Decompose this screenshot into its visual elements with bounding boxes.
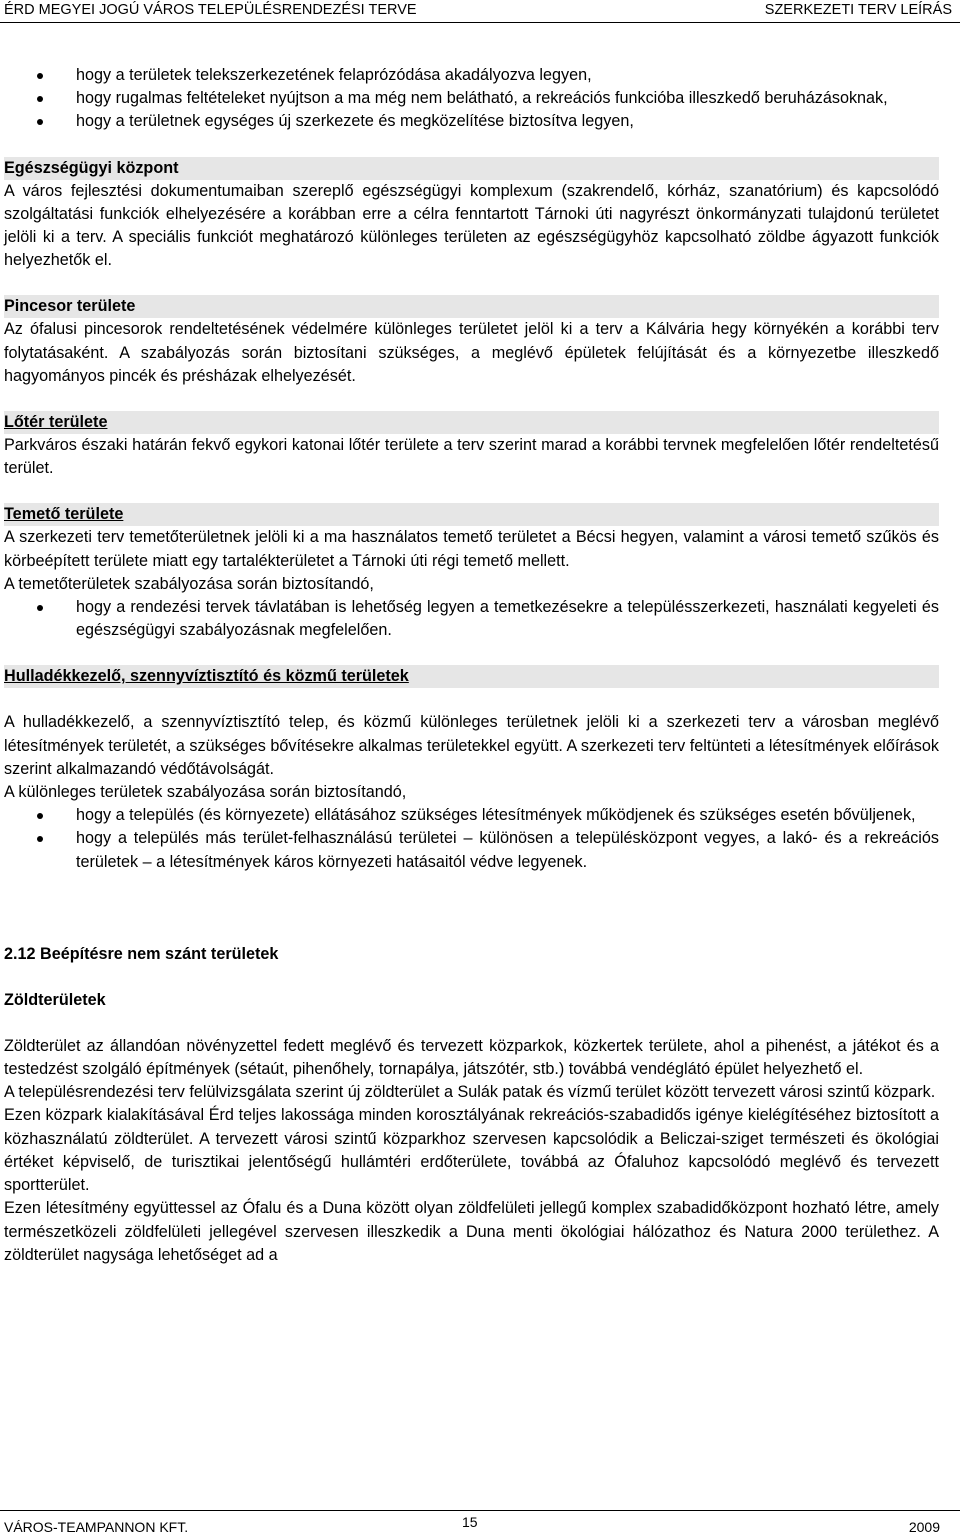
intro-bullet-list [4,64,939,134]
heading-text: Temető területe [4,505,124,524]
paragraph-hulladek-2: A különleges területek szabályozása során biztosítandó, [4,783,407,802]
hulladek-bullet-list [4,804,939,874]
paragraph-zold-3: Ezen közpark kialakításával Érd teljes lakossága minden korosztályának rekreációs-szabadidős igénye kielégítéséhez biztosított a közhasználatú zöldterület. A tervezett városi szintű közparkhoz szervesen kapcsolódik a Beliczai-sziget természeti és ökológiai értéket képviselő, de turisztikai jelentőségű hullámtéri erdőterülete, továbbá az Ófaluhoz kapcsolódó meglévő és tervezett sportterület. [4,1106,939,1195]
section-heading-pincesor: Pincesor területe [4,295,939,318]
heading-text: Lőtér területe [4,413,108,432]
paragraph-zold-4: Ezen létesítmény együttessel az Ófalu és a Duna között olyan zöldfelületi jellegű komplex szabadidőközpont hozható létre, amely természetközeli zöldfelületi jellegével szervesen illeszkedik a Duna menti ökológiai hálózathoz és Natura 2000 területhez. A zöldterület nagysága lehetőséget ad a [4,1199,939,1264]
section-heading-temeto [4,503,939,526]
footer-year: 2009 [908,1519,940,1535]
page-number: 15 [462,1514,478,1530]
paragraph-loter: Parkváros északi határán fekvő egykori katonai lőtér területe a terv szerint marad a korábbi tervnek megfelelően lőtér rendeltetésű terület. [4,436,939,478]
list-item: hogy a település más terület-felhasználású területei – különösen a településközpont vegyes, a lakó- és a rekreációs területek – a létesítmények káros környezeti hatásaitól védve legyenek. [4,827,939,873]
paragraph-hulladek-1: A hulladékkezelő, a szennyvíztisztító telep, és közmű különleges területnek jelöli ki a szerkezeti terv a városban meglévő létesítmények területét, a szükséges bővítésekre alkalmas területekkel együtt. A szerkezeti terv feltünteti a létesítmények előírások szerint alkalmazandó védőtávolságát. [4,713,939,778]
page-header [0,0,960,23]
paragraph-temeto-2: A temetőterületek szabályozása során biztosítandó, [4,574,374,593]
list-item: hogy a település (és környezete) ellátásához szükséges létesítmények működjenek és szükséges esetén bővüljenek, [4,804,939,827]
paragraph-temeto-1: A szerkezeti terv temetőterületnek jelöli ki a ma használatos temető területet a Bécsi hegyen, valamint a városi temető szűkös és körbeépített területe miatt egy tartalékterületet a Tárnoki úti régi temető mellett. [4,528,939,570]
header-document-title: ÉRD MEGYEI JOGÚ VÁROS TELEPÜLÉSRENDEZÉSI TERVE [4,2,417,18]
section-heading-loter [4,411,939,434]
footer-company: VÁROS-TEAMPANNON KFT. [4,1519,189,1535]
paragraph-zold-2: A településrendezési terv felülvizsgálata szerint új zöldterület a Sulák patak és vízmű terület között tervezett városi szintű közpark. [4,1083,936,1102]
list-item: hogy a rendezési tervek távlatában is lehetőség legyen a temetkezésekre a településszerkezeti, használati kegyeleti és egészségügyi szabályozásnak megfelelően. [4,596,939,642]
list-item: hogy a területek telekszerkezetének felaprózódása akadályozva legyen, [4,64,939,87]
temeto-bullet-list [4,596,939,642]
section-heading-2-12: 2.12 Beépítésre nem szánt területek [4,944,279,963]
paragraph-pincesor: Az ófalusi pincesorok rendeltetésének védelmére különleges területet jelöl ki a terv a Kálvária hegy környékén a korábbi terv folytatásaként. A szabályozás során biztosítani szükséges, a meglévő épületek felújítását és a környezetbe illeszkedő hagyományos pincék és présházak elhelyezését. [4,320,939,385]
section-heading-hulladek [4,665,939,688]
paragraph-egeszsegugyi: A város fejlesztési dokumentumaiban szereplő egészségügyi komplexum (szakrendelő, kórház, szanatórium) és kapcsolódó szolgáltatási funkciók elhelyezésére a korábban erre a célra fenntartott Tárnoki úti nagyrészt önkormányzati tulajdonú területet jelöli ki a terv. A speciális funkciót meghatározó különleges területen az egészségügyhöz kapcsolható zöldbe ágyazott funkciók helyezhetők el. [4,181,939,270]
paragraph-zold-1: Zöldterület az állandóan növényzettel fedett meglévő és tervezett közparkok, közkertek területe, ahol a pihenést, a játékot és a testedzést szolgáló építmények (sétaút, pihenőhely, tornapálya, játszótér, stb.) továbbá vendéglátó épület helyezhető el. [4,1036,939,1079]
section-heading-zoldteruletek: Zöldterületek [4,990,106,1009]
list-item: hogy rugalmas feltételeket nyújtson a ma még nem belátható, a rekreációs funkcióba illeszkedő beruházásoknak, [4,87,939,110]
list-item: hogy a területnek egységes új szerkezete és megközelítése biztosítva legyen, [4,110,939,133]
document-body [4,64,939,1267]
heading-text: Hulladékkezelő, szennyvíztisztító és közmű területek [4,667,409,686]
page-footer [0,1510,960,1537]
section-heading-egeszsegugyi: Egészségügyi központ [4,157,939,180]
header-section-title: SZERKEZETI TERV LEÍRÁS [764,2,952,18]
